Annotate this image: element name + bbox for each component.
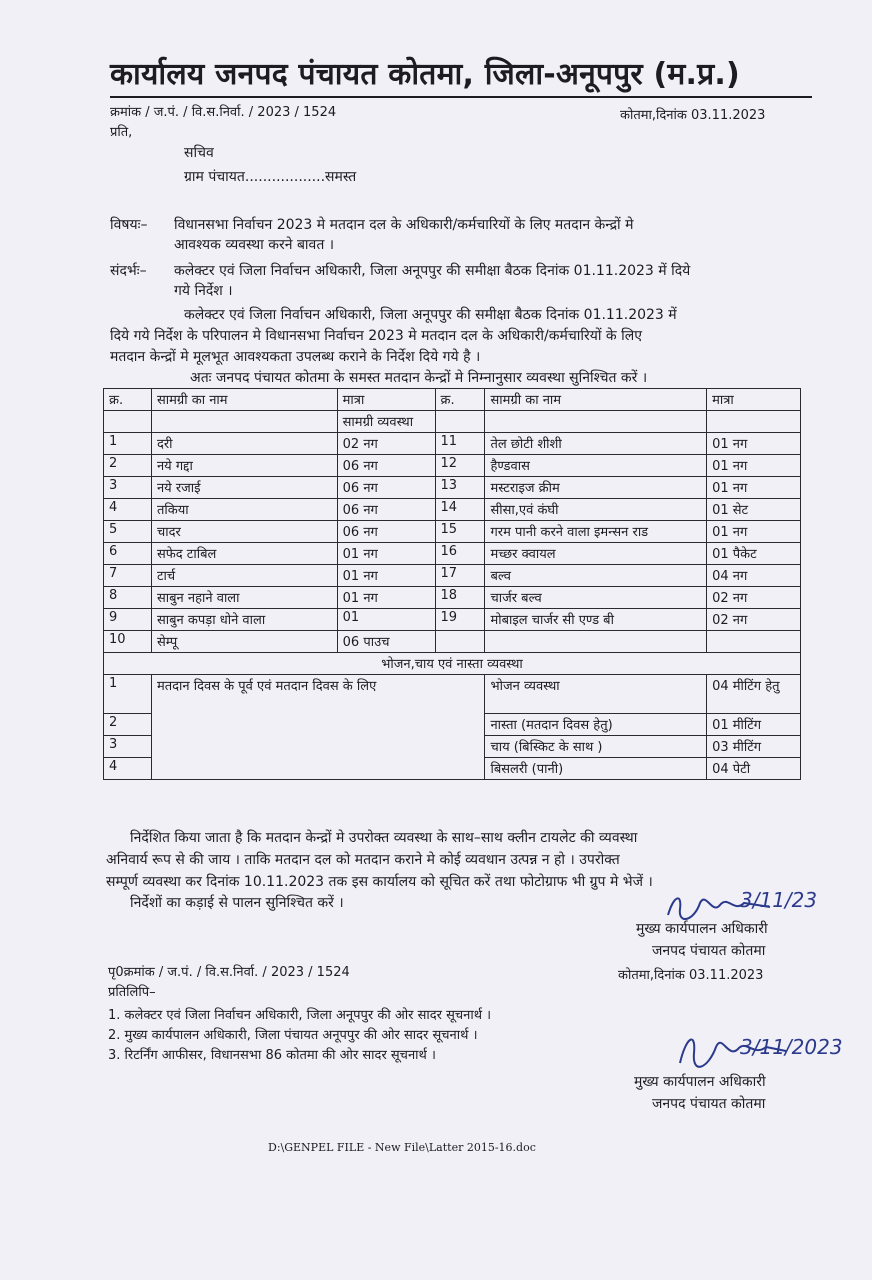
table-row — [104, 521, 801, 543]
food-qty: 01 मीटिंग — [707, 714, 801, 736]
cell-qty-left: 06 नग — [337, 499, 435, 521]
body-para-1-line-2: दिये गये निर्देश के परिपालन मे विधानसभा निर्वाचन 2023 मे मतदान दल के अधिकारी/कर्मचारियों के लिए — [110, 328, 642, 344]
header-cell: क्र. — [435, 389, 485, 411]
instruction-line-4: निर्देशों का कड़ाई से पालन सुनिश्चित करें । — [130, 895, 344, 911]
table-row — [104, 587, 801, 609]
cell-qty-right: 01 नग — [707, 433, 801, 455]
copy-item-1: 1. कलेक्टर एवं जिला निर्वाचन अधिकारी, जिला अनूपपुर की ओर सादर सूचनार्थ । — [108, 1008, 492, 1023]
section-heading-materials: सामग्री व्यवस्था — [337, 411, 435, 433]
arrangement-table — [103, 388, 801, 780]
copy-item-3: 3. रिटर्निंग आफीसर, विधानसभा 86 कोतमा की ओर सादर सूचनार्थ । — [108, 1048, 436, 1063]
cell-sr-right: 19 — [435, 609, 485, 631]
cell-sr-left: 4 — [104, 499, 152, 521]
cell-sr-left: 9 — [104, 609, 152, 631]
office-title: कार्यालय जनपद पंचायत कोतमा, जिला-अनूपपुर (म.प्र.) — [110, 57, 740, 92]
header-cell: क्र. — [104, 389, 152, 411]
cell-qty-left: 01 नग — [337, 543, 435, 565]
cell-sr-right: 13 — [435, 477, 485, 499]
cell-qty-left: 01 — [337, 609, 435, 631]
title-underline — [110, 96, 812, 98]
table-row — [104, 477, 801, 499]
cell-item-left: साबुन नहाने वाला — [151, 587, 337, 609]
cell-item-right: मच्छर क्वायल — [485, 543, 707, 565]
subject-line-2: आवश्यक व्यवस्था करने बावत । — [174, 237, 335, 253]
cell-sr-left: 2 — [104, 455, 152, 477]
food-item: बिसलरी (पानी) — [485, 758, 707, 780]
cell-qty-left: 06 नग — [337, 521, 435, 543]
cell-sr-right: 16 — [435, 543, 485, 565]
table-row — [104, 631, 801, 653]
signatory-designation-1: मुख्य कार्यपालन अधिकारी — [636, 921, 768, 937]
signature-date-1: 3/11/23 — [740, 888, 818, 912]
food-sr: 1 — [104, 675, 152, 714]
cell-item-left: दरी — [151, 433, 337, 455]
table-row — [104, 433, 801, 455]
copy-item-2: 2. मुख्य कार्यपालन अधिकारी, जिला पंचायत अनूपपुर की ओर सादर सूचनार्थ । — [108, 1028, 478, 1043]
cell-qty-left: 06 नग — [337, 477, 435, 499]
body-para-1-line-1: कलेक्टर एवं जिला निर्वाचन अधिकारी, जिला अनूपपुर की समीक्षा बैठक दिनांक 01.11.2023 में — [184, 307, 677, 323]
table-row — [104, 455, 801, 477]
cell-item-right: तेल छोटी शीशी — [485, 433, 707, 455]
food-item: नास्ता (मतदान दिवस हेतु) — [485, 714, 707, 736]
cell-item-left: तकिया — [151, 499, 337, 521]
cell-sr-left: 7 — [104, 565, 152, 587]
cell-qty-right: 01 नग — [707, 455, 801, 477]
cell-item-right: मोबाइल चार्जर सी एण्ड बी — [485, 609, 707, 631]
cell-qty-right — [707, 631, 801, 653]
table-row — [104, 675, 801, 714]
endorsement-place-date: कोतमा,दिनांक 03.11.2023 — [618, 968, 764, 983]
signatory-office-2: जनपद पंचायत कोतमा — [652, 1096, 766, 1112]
cell-item-right: चार्जर बल्व — [485, 587, 707, 609]
cell-sr-right — [435, 631, 485, 653]
table-row — [104, 609, 801, 631]
body-para-1-line-3: मतदान केन्द्रों मे मूलभूत आवश्यकता उपलब्ध कराने के निर्देश दिये गये है । — [110, 349, 481, 365]
cell-qty-right: 01 सेट — [707, 499, 801, 521]
header-cell: मात्रा — [707, 389, 801, 411]
subject-label: विषयः– — [110, 217, 148, 233]
cell-sr-right: 17 — [435, 565, 485, 587]
cell-item-left: साबुन कपड़ा धोने वाला — [151, 609, 337, 631]
food-item: भोजन व्यवस्था — [485, 675, 707, 714]
cell-qty-left: 01 नग — [337, 587, 435, 609]
cell-sr-right: 12 — [435, 455, 485, 477]
table-row — [104, 543, 801, 565]
reference-line-1: कलेक्टर एवं जिला निर्वाचन अधिकारी, जिला अनूपपुर की समीक्षा बैठक दिनांक 01.11.2023 में दिये — [174, 263, 691, 279]
subject-line-1: विधानसभा निर्वाचन 2023 मे मतदान दल के अधिकारी/कर्मचारियों के लिए मतदान केन्द्रों मे — [174, 217, 634, 233]
cell-item-right: बल्व — [485, 565, 707, 587]
cell-sr-right: 14 — [435, 499, 485, 521]
cell-sr-right: 15 — [435, 521, 485, 543]
food-sr: 3 — [104, 736, 152, 758]
table-row — [104, 565, 801, 587]
cell-sr-left: 3 — [104, 477, 152, 499]
cell-sr-right: 11 — [435, 433, 485, 455]
table-row — [104, 499, 801, 521]
copy-label: प्रतिलिपि– — [108, 985, 156, 1000]
header-cell: मात्रा — [337, 389, 435, 411]
cell-sr-left: 8 — [104, 587, 152, 609]
cell-sr-left: 1 — [104, 433, 152, 455]
signatory-designation-2: मुख्य कार्यपालन अधिकारी — [634, 1074, 766, 1090]
cell-item-left: टार्च — [151, 565, 337, 587]
cell-qty-left: 06 पाउच — [337, 631, 435, 653]
cell-item-left: नये रजाई — [151, 477, 337, 499]
prati-label: प्रति, — [110, 125, 133, 140]
food-qty: 03 मीटिंग — [707, 736, 801, 758]
cell-qty-left: 01 नग — [337, 565, 435, 587]
section-row-food — [104, 653, 801, 675]
reference-line-2: गये निर्देश । — [174, 283, 233, 299]
cell-item-right: हैण्डवास — [485, 455, 707, 477]
cell-qty-right: 01 नग — [707, 477, 801, 499]
cell-qty-left: 02 नग — [337, 433, 435, 455]
cell-qty-left: 06 नग — [337, 455, 435, 477]
endorsement-ref-number: पृ0क्रमांक / ज.पं. / वि.स.निर्वा. / 2023 / 1524 — [108, 965, 350, 980]
food-qty: 04 मीटिंग हेतु — [707, 675, 801, 714]
cell-sr-right: 18 — [435, 587, 485, 609]
cell-sr-left: 6 — [104, 543, 152, 565]
food-description: मतदान दिवस के पूर्व एवं मतदान दिवस के लिए — [151, 675, 485, 780]
cell-item-left: चादर — [151, 521, 337, 543]
food-qty: 04 पेटी — [707, 758, 801, 780]
cell-qty-right: 02 नग — [707, 587, 801, 609]
section-heading-food: भोजन,चाय एवं नास्ता व्यवस्था — [104, 653, 801, 675]
place-date: कोतमा,दिनांक 03.11.2023 — [620, 108, 766, 123]
cell-item-right: गरम पानी करने वाला इमन्सन राड — [485, 521, 707, 543]
food-sr: 2 — [104, 714, 152, 736]
signatory-office-1: जनपद पंचायत कोतमा — [652, 943, 766, 959]
cell-qty-right: 01 पैकेट — [707, 543, 801, 565]
instruction-line-3: सम्पूर्ण व्यवस्था कर दिनांक 10.11.2023 तक इस कार्यालय को सूचित करें तथा फोटोग्राफ भी ग्रुप मे भेजें । — [106, 874, 653, 890]
body-para-2: अतः जनपद पंचायत कोतमा के समस्त मतदान केन्द्रों मे निम्नानुसार व्यवस्था सुनिश्चित करें । — [190, 370, 648, 386]
cell-item-left: नये गद्दा — [151, 455, 337, 477]
instruction-line-1: निर्देशित किया जाता है कि मतदान केन्द्रों मे उपरोक्त व्यवस्था के साथ–साथ क्लीन टायलेट की व्यवस्था — [130, 830, 638, 846]
signature-date-2: 3/11/2023 — [740, 1035, 843, 1059]
table-header-row — [104, 389, 801, 411]
file-path-footer: D:\GENPEL FILE - New File\Latter 2015-16.doc — [268, 1141, 536, 1154]
cell-item-left: सेम्पू — [151, 631, 337, 653]
cell-item-left: सफेद टाबिल — [151, 543, 337, 565]
cell-sr-left: 10 — [104, 631, 152, 653]
header-cell: सामग्री का नाम — [485, 389, 707, 411]
header-cell: सामग्री का नाम — [151, 389, 337, 411]
recipient-title: सचिव — [184, 145, 214, 161]
section-row-materials — [104, 411, 801, 433]
food-item: चाय (बिस्किट के साथ ) — [485, 736, 707, 758]
reference-number: क्रमांक / ज.पं. / वि.स.निर्वा. / 2023 / 1524 — [110, 105, 337, 120]
food-sr: 4 — [104, 758, 152, 780]
recipient-address: ग्राम पंचायत..................समस्त — [184, 169, 357, 185]
cell-qty-right: 02 नग — [707, 609, 801, 631]
cell-sr-left: 5 — [104, 521, 152, 543]
reference-label: संदर्भः– — [110, 263, 147, 279]
cell-item-right: मस्टराइज क्रीम — [485, 477, 707, 499]
cell-qty-right: 01 नग — [707, 521, 801, 543]
cell-qty-right: 04 नग — [707, 565, 801, 587]
cell-item-right: सीसा,एवं कंघी — [485, 499, 707, 521]
cell-item-right — [485, 631, 707, 653]
instruction-line-2: अनिवार्य रूप से की जाय । ताकि मतदान दल को मतदान कराने मे कोई व्यवधान उत्पन्न न हो । उपरोक्त — [106, 852, 620, 868]
